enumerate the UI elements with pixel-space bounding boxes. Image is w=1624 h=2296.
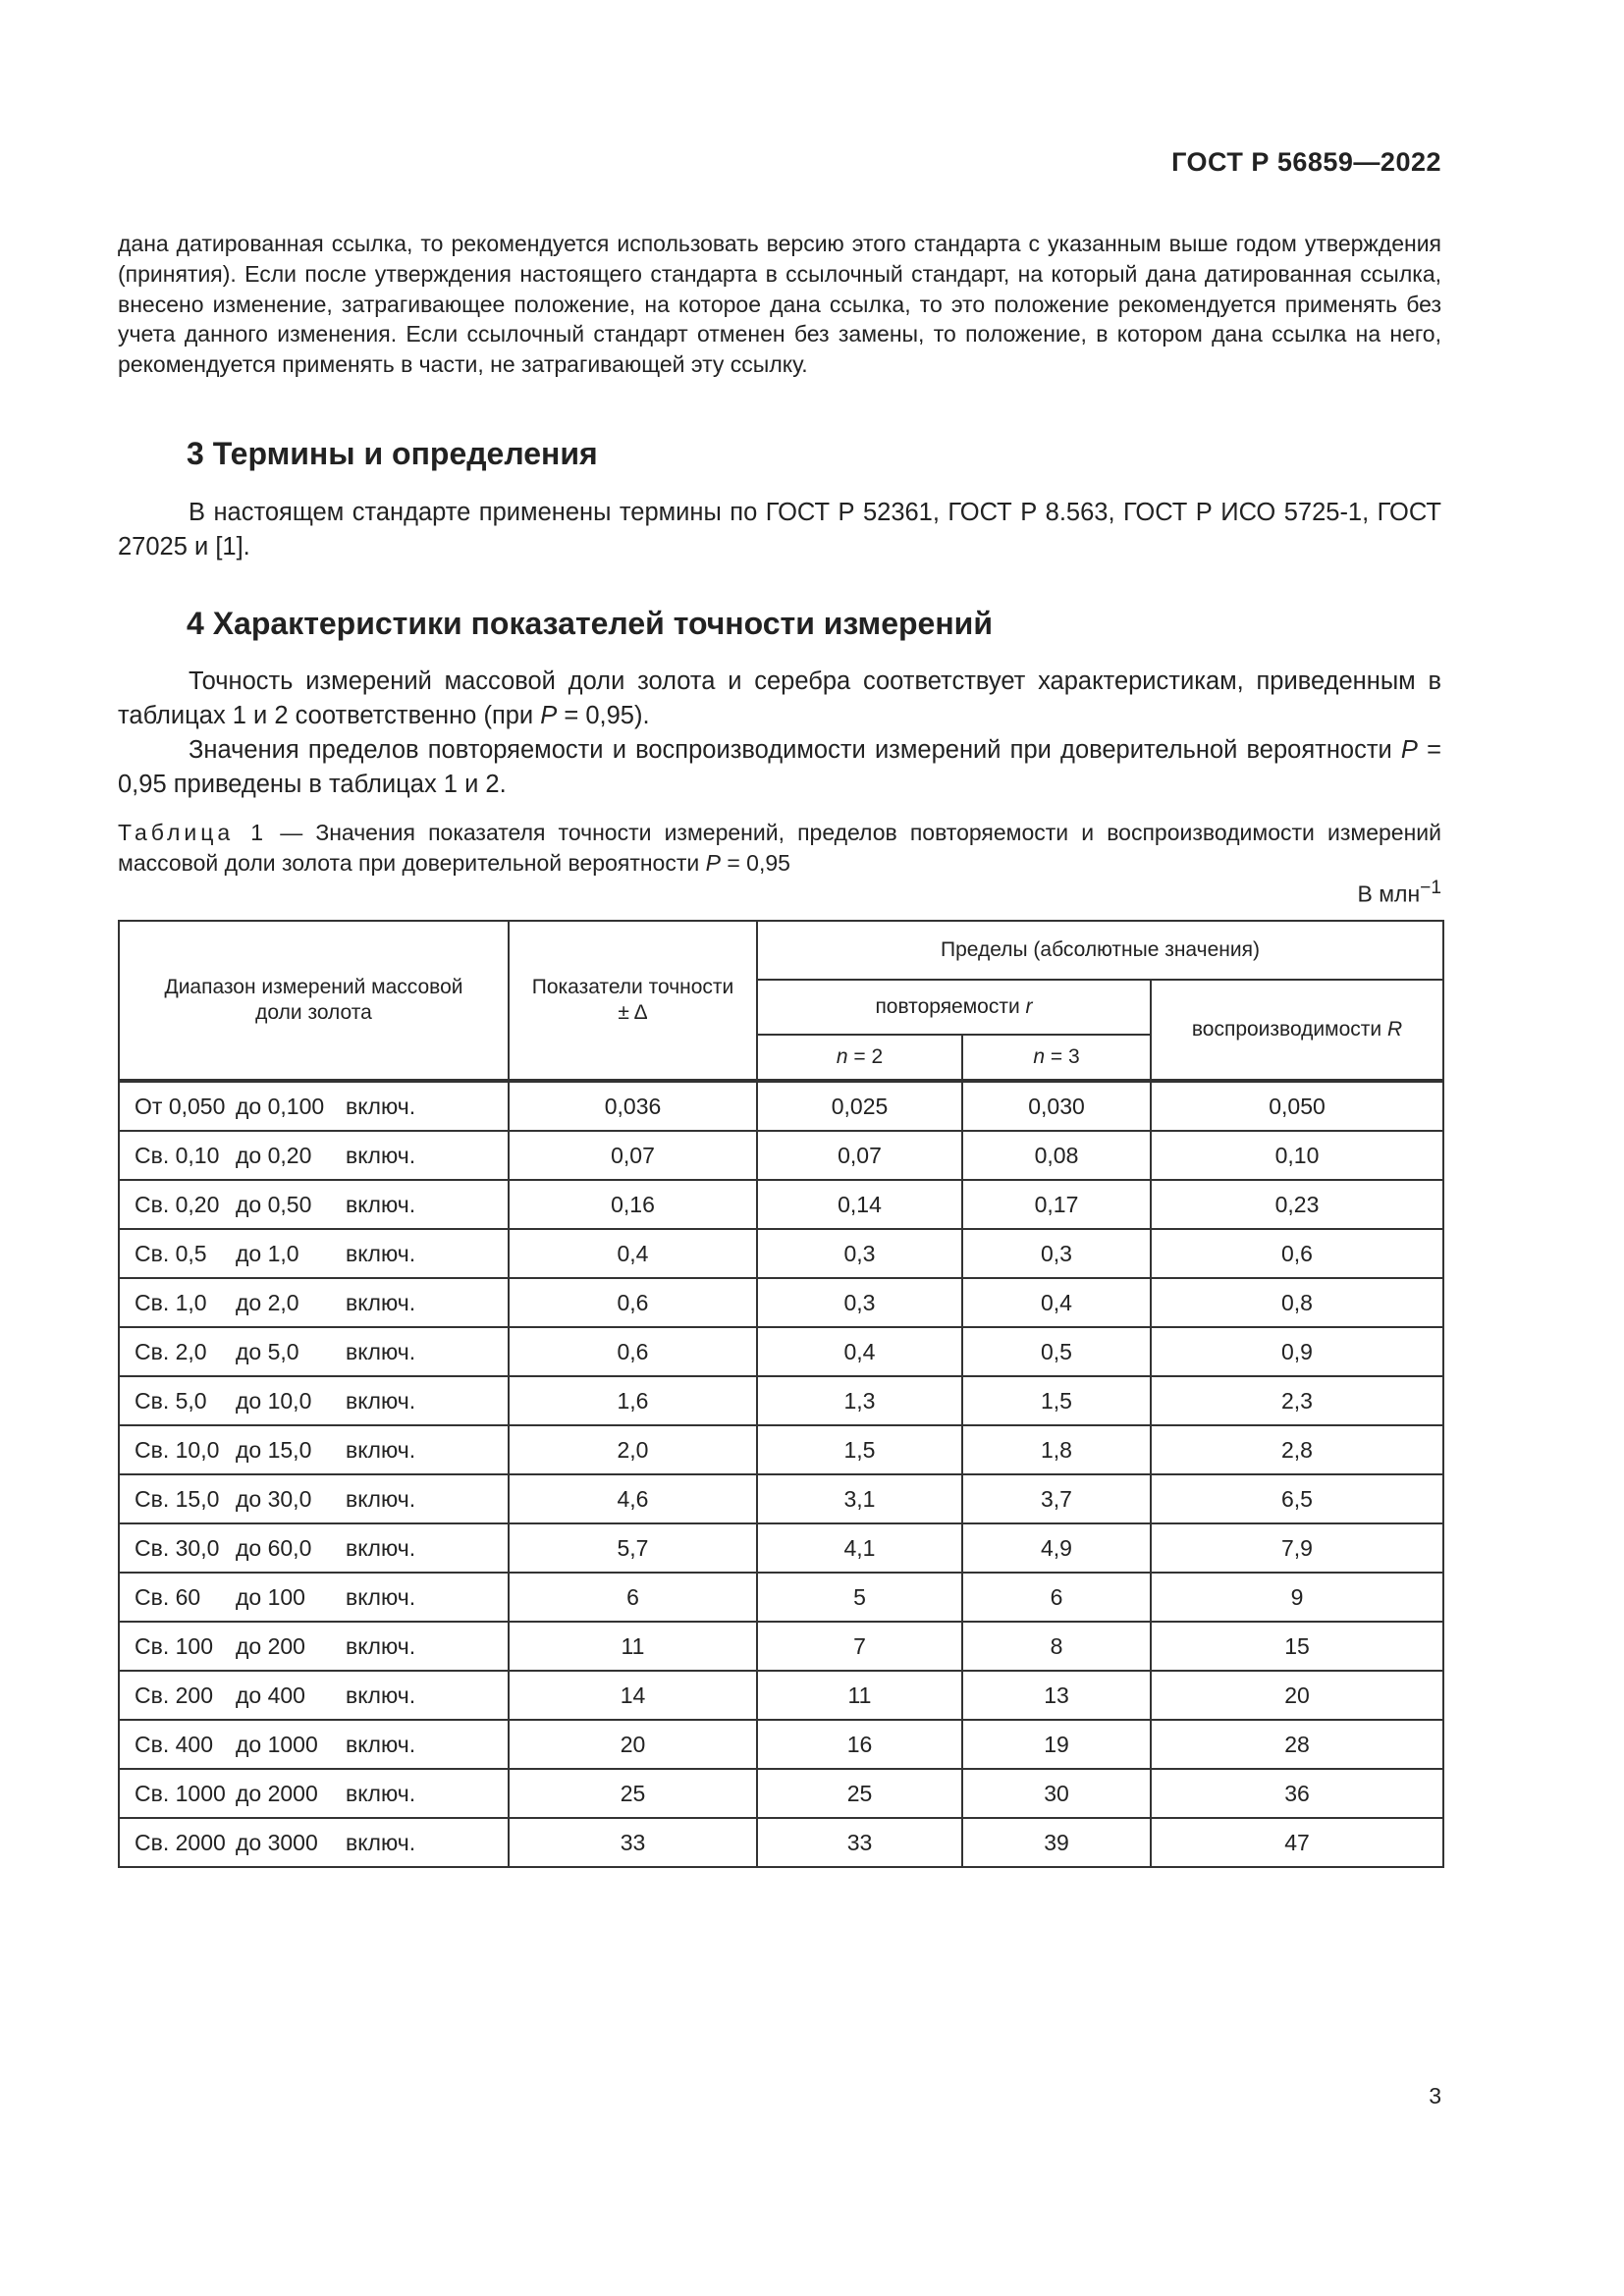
- reproducibility-cell: 0,6: [1151, 1229, 1443, 1278]
- accuracy-cell: 11: [509, 1622, 757, 1671]
- range-from: Св. 5,0: [135, 1387, 207, 1414]
- repeatability-n2-cell: 5: [757, 1573, 962, 1622]
- accuracy-cell: 33: [509, 1818, 757, 1867]
- repeatability-n2-cell: 1,5: [757, 1425, 962, 1474]
- range-from: От 0,050: [135, 1093, 226, 1119]
- range-inclusive: включ.: [346, 1829, 416, 1855]
- units-exponent: −1: [1420, 878, 1441, 898]
- range-cell: [119, 1131, 509, 1180]
- range-to: до 400: [236, 1682, 305, 1708]
- accuracy-cell: 0,16: [509, 1180, 757, 1229]
- repeatability-n2-cell: 0,14: [757, 1180, 962, 1229]
- range-to: до 5,0: [236, 1338, 299, 1364]
- table-1-caption: [118, 818, 1441, 879]
- range-cell: [119, 1180, 509, 1229]
- header-limits: Пределы (абсолютные значения): [757, 921, 1443, 980]
- reproducibility-cell: 20: [1151, 1671, 1443, 1720]
- table-row: [119, 1081, 1443, 1131]
- repeatability-n2-cell: 11: [757, 1671, 962, 1720]
- repeatability-n3-cell: 19: [962, 1720, 1151, 1769]
- range-inclusive: включ.: [346, 1093, 416, 1119]
- range-from: Св. 2000: [135, 1829, 226, 1855]
- accuracy-cell: 20: [509, 1720, 757, 1769]
- repeatability-n3-cell: 3,7: [962, 1474, 1151, 1523]
- reproducibility-cell: 0,050: [1151, 1081, 1443, 1131]
- table-row: [119, 1376, 1443, 1425]
- range-inclusive: включ.: [346, 1387, 416, 1414]
- repeatability-n3-cell: 0,17: [962, 1180, 1151, 1229]
- range-inclusive: включ.: [346, 1485, 416, 1512]
- accuracy-cell: 0,6: [509, 1278, 757, 1327]
- range-to: до 15,0: [236, 1436, 312, 1463]
- range-inclusive: включ.: [346, 1191, 416, 1217]
- repeatability-n2-cell: 7: [757, 1622, 962, 1671]
- range-to: до 60,0: [236, 1534, 312, 1561]
- repeatability-n2-cell: 16: [757, 1720, 962, 1769]
- range-cell: [119, 1229, 509, 1278]
- page-number: 3: [1429, 2083, 1441, 2109]
- range-inclusive: включ.: [346, 1682, 416, 1708]
- header-n2-var: n: [836, 1045, 848, 1068]
- accuracy-cell: 0,6: [509, 1327, 757, 1376]
- range-to: до 0,50: [236, 1191, 312, 1217]
- reproducibility-cell: 36: [1151, 1769, 1443, 1818]
- p1-text-before: Точность измерений массовой доли золота и серебра соответствует характеристикам, приведенным в таблицах 1 и 2 соответственно (при: [118, 667, 1441, 729]
- table-row: [119, 1180, 1443, 1229]
- section-3-paragraph: В настоящем стандарте применены термины по ГОСТ Р 52361, ГОСТ Р 8.563, ГОСТ Р ИСО 5725-1, ГОСТ 27025 и [1].: [118, 499, 1441, 561]
- range-cell: [119, 1769, 509, 1818]
- header-accuracy-line2: ± Δ: [618, 1001, 648, 1024]
- range-inclusive: включ.: [346, 1632, 416, 1659]
- repeatability-n2-cell: 3,1: [757, 1474, 962, 1523]
- repeatability-n3-cell: 8: [962, 1622, 1151, 1671]
- repeatability-n2-cell: 0,025: [757, 1081, 962, 1131]
- p1-var: P: [540, 702, 558, 729]
- repeatability-n2-cell: 0,07: [757, 1131, 962, 1180]
- reproducibility-cell: 15: [1151, 1622, 1443, 1671]
- table-row: [119, 1425, 1443, 1474]
- table-row: [119, 1622, 1443, 1671]
- range-to: до 1000: [236, 1731, 318, 1757]
- accuracy-cell: 1,6: [509, 1376, 757, 1425]
- range-from: Св. 400: [135, 1731, 213, 1757]
- range-inclusive: включ.: [346, 1338, 416, 1364]
- intro-paragraph: дана датированная ссылка, то рекомендуется использовать версию этого стандарта с указанным выше годом утверждения (принятия). Если после утверждения настоящего стандарта в ссылочный стандарт, на который дана датированная ссылка, внесено изменение, затрагивающее положение, на которое дана ссылка, то это положение рекомендуется применять без учета данного изменения. Если ссылочный стандарт отменен без замены, то положение, в котором дана ссылка на него, рекомендуется применять в части, не затрагивающей эту ссылку.: [118, 231, 1441, 378]
- repeatability-n3-cell: 0,3: [962, 1229, 1151, 1278]
- header-reproducibility-text: воспроизводимости: [1191, 1018, 1387, 1041]
- p2-text-after: = 0,95 приведены в таблицах 1 и 2.: [118, 736, 1441, 798]
- table-1-units: [1178, 878, 1441, 908]
- range-inclusive: включ.: [346, 1142, 416, 1168]
- p1-text-after: = 0,95).: [557, 702, 650, 729]
- range-cell: [119, 1818, 509, 1867]
- range-from: Св. 0,5: [135, 1240, 207, 1266]
- header-accuracy: [509, 921, 757, 1081]
- reproducibility-cell: 47: [1151, 1818, 1443, 1867]
- range-cell: [119, 1573, 509, 1622]
- accuracy-cell: 0,07: [509, 1131, 757, 1180]
- header-n2-rest: = 2: [847, 1045, 884, 1068]
- reproducibility-cell: 0,23: [1151, 1180, 1443, 1229]
- repeatability-n2-cell: 0,4: [757, 1327, 962, 1376]
- caption-text-before: — Значения показателя точности измерений, пределов повторяемости и воспроизводимости измерений массовой доли золота при доверительной вероятности: [118, 820, 1441, 876]
- range-cell: [119, 1327, 509, 1376]
- section-4-paragraph-1: [118, 665, 1441, 733]
- header-accuracy-line1: Показатели точности: [531, 976, 734, 998]
- p2-text-before: Значения пределов повторяемости и воспроизводимости измерений при доверительной вероятности: [189, 736, 1401, 764]
- table-row: [119, 1229, 1443, 1278]
- p2-var: P: [1400, 736, 1418, 764]
- repeatability-n2-cell: 4,1: [757, 1523, 962, 1573]
- caption-text-after: = 0,95: [720, 849, 790, 876]
- range-cell: [119, 1425, 509, 1474]
- accuracy-cell: 2,0: [509, 1425, 757, 1474]
- table-row: [119, 1671, 1443, 1720]
- range-from: Св. 0,10: [135, 1142, 220, 1168]
- repeatability-n2-cell: 25: [757, 1769, 962, 1818]
- repeatability-n3-cell: 30: [962, 1769, 1151, 1818]
- header-reproducibility-var: R: [1386, 1018, 1403, 1041]
- repeatability-n3-cell: 4,9: [962, 1523, 1151, 1573]
- range-cell: [119, 1376, 509, 1425]
- accuracy-cell: 0,036: [509, 1081, 757, 1131]
- repeatability-n2-cell: 1,3: [757, 1376, 962, 1425]
- table-row: [119, 1131, 1443, 1180]
- table-1-caption-label: Таблица 1: [118, 820, 268, 845]
- range-from: Св. 30,0: [135, 1534, 220, 1561]
- table-1: [118, 920, 1444, 1868]
- repeatability-n3-cell: 1,5: [962, 1376, 1151, 1425]
- range-cell: [119, 1671, 509, 1720]
- table-row: [119, 1720, 1443, 1769]
- repeatability-n3-cell: 1,8: [962, 1425, 1151, 1474]
- range-inclusive: включ.: [346, 1289, 416, 1315]
- table-row: [119, 1327, 1443, 1376]
- range-cell: [119, 1720, 509, 1769]
- repeatability-n3-cell: 0,5: [962, 1327, 1151, 1376]
- reproducibility-cell: 2,3: [1151, 1376, 1443, 1425]
- table-row: [119, 1769, 1443, 1818]
- range-inclusive: включ.: [346, 1731, 416, 1757]
- range-from: Св. 60: [135, 1583, 201, 1610]
- accuracy-cell: 4,6: [509, 1474, 757, 1523]
- range-from: Св. 1000: [135, 1780, 226, 1806]
- repeatability-n2-cell: 0,3: [757, 1229, 962, 1278]
- range-cell: [119, 1622, 509, 1671]
- reproducibility-cell: 0,10: [1151, 1131, 1443, 1180]
- table-row: [119, 1818, 1443, 1867]
- reproducibility-cell: 0,9: [1151, 1327, 1443, 1376]
- header-reproducibility: [1151, 980, 1443, 1081]
- range-from: Св. 10,0: [135, 1436, 220, 1463]
- range-inclusive: включ.: [346, 1583, 416, 1610]
- header-n3-var: n: [1033, 1045, 1046, 1068]
- accuracy-cell: 5,7: [509, 1523, 757, 1573]
- range-cell: [119, 1278, 509, 1327]
- header-repeatability-text: повторяемости: [875, 995, 1026, 1018]
- range-to: до 3000: [236, 1829, 318, 1855]
- header-n3-rest: = 3: [1045, 1045, 1080, 1068]
- reproducibility-cell: 7,9: [1151, 1523, 1443, 1573]
- repeatability-n3-cell: 0,030: [962, 1081, 1151, 1131]
- reproducibility-cell: 28: [1151, 1720, 1443, 1769]
- range-to: до 10,0: [236, 1387, 312, 1414]
- range-from: Св. 15,0: [135, 1485, 220, 1512]
- range-cell: [119, 1474, 509, 1523]
- repeatability-n3-cell: 0,4: [962, 1278, 1151, 1327]
- range-to: до 2,0: [236, 1289, 299, 1315]
- range-to: до 200: [236, 1632, 305, 1659]
- table-row: [119, 1474, 1443, 1523]
- table-1-body: [119, 1081, 1443, 1867]
- range-cell: [119, 1081, 509, 1131]
- header-n3: [962, 1035, 1151, 1081]
- repeatability-n3-cell: 39: [962, 1818, 1151, 1867]
- table-row: [119, 1278, 1443, 1327]
- accuracy-cell: 25: [509, 1769, 757, 1818]
- document-header: ГОСТ Р 56859—2022: [1171, 147, 1441, 177]
- table-row: [119, 1573, 1443, 1622]
- range-to: до 2000: [236, 1780, 318, 1806]
- range-from: Св. 100: [135, 1632, 213, 1659]
- range-cell: [119, 1523, 509, 1573]
- range-inclusive: включ.: [346, 1534, 416, 1561]
- accuracy-cell: 0,4: [509, 1229, 757, 1278]
- section-4-paragraph-2: [118, 733, 1441, 802]
- range-inclusive: включ.: [346, 1240, 416, 1266]
- range-inclusive: включ.: [346, 1780, 416, 1806]
- range-to: до 0,100: [236, 1093, 325, 1119]
- range-inclusive: включ.: [346, 1436, 416, 1463]
- reproducibility-cell: 6,5: [1151, 1474, 1443, 1523]
- repeatability-n3-cell: 6: [962, 1573, 1151, 1622]
- section-4-heading: 4 Характеристики показателей точности измерений: [187, 606, 994, 641]
- range-to: до 30,0: [236, 1485, 312, 1512]
- reproducibility-cell: 0,8: [1151, 1278, 1443, 1327]
- reproducibility-cell: 9: [1151, 1573, 1443, 1622]
- range-to: до 1,0: [236, 1240, 299, 1266]
- section-3-heading: 3 Термины и определения: [187, 436, 598, 471]
- units-prefix: В млн: [1357, 881, 1421, 907]
- range-to: до 100: [236, 1583, 305, 1610]
- repeatability-n2-cell: 0,3: [757, 1278, 962, 1327]
- range-from: Св. 2,0: [135, 1338, 207, 1364]
- table-row: [119, 1523, 1443, 1573]
- accuracy-cell: 6: [509, 1573, 757, 1622]
- range-to: до 0,20: [236, 1142, 312, 1168]
- range-from: Св. 0,20: [135, 1191, 220, 1217]
- repeatability-n2-cell: 33: [757, 1818, 962, 1867]
- accuracy-cell: 14: [509, 1671, 757, 1720]
- caption-var: P: [705, 849, 721, 876]
- range-from: Св. 200: [135, 1682, 213, 1708]
- repeatability-n3-cell: 0,08: [962, 1131, 1151, 1180]
- repeatability-n3-cell: 13: [962, 1671, 1151, 1720]
- header-n2: [757, 1035, 962, 1081]
- header-repeatability-var: r: [1025, 995, 1033, 1018]
- reproducibility-cell: 2,8: [1151, 1425, 1443, 1474]
- header-repeatability: [757, 980, 1151, 1035]
- header-range: Диапазон измерений массовой доли золота: [119, 921, 509, 1081]
- range-from: Св. 1,0: [135, 1289, 207, 1315]
